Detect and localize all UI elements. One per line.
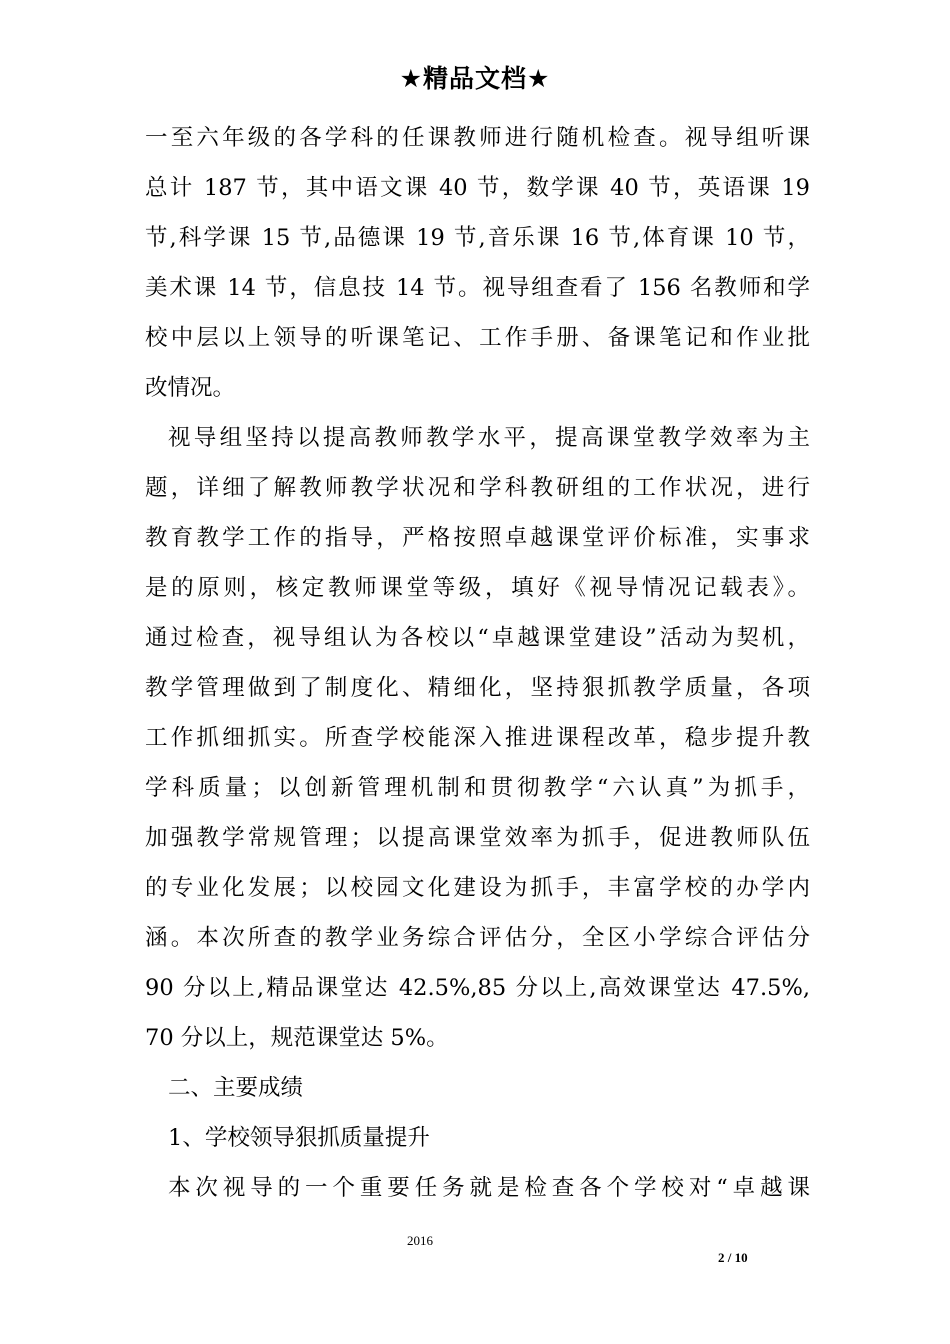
document-body — [145, 113, 810, 1213]
text-line: 节,科学课 15 节,品德课 19 节,音乐课 16 节,体育课 10 节， — [145, 225, 810, 251]
text-line: 通过检查，视导组认为各校以“卓越课堂建设”活动为契机， — [145, 625, 810, 651]
text-line: 1、学校领导狠抓质量提升 — [168, 1125, 430, 1151]
text-line: 校中层以上领导的听课笔记、工作手册、备课笔记和作业批 — [145, 325, 810, 351]
text-line: 涵。本次所查的教学业务综合评估分，全区小学综合评估分 — [145, 925, 810, 951]
text-line: 改情况。 — [145, 375, 236, 401]
text-line: 本次视导的一个重要任务就是检查各个学校对“卓越课 — [168, 1175, 810, 1201]
text-line: 题，详细了解教师教学状况和学科教研组的工作状况，进行 — [145, 475, 810, 501]
text-line: 教育教学工作的指导，严格按照卓越课堂评价标准，实事求 — [145, 525, 810, 551]
text-line: 总计 187 节，其中语文课 40 节，数学课 40 节，英语课 19 — [145, 175, 810, 201]
text-line: 的专业化发展；以校园文化建设为抓手，丰富学校的办学内 — [145, 875, 810, 901]
text-line: 教学管理做到了制度化、精细化，坚持狠抓教学质量，各项 — [145, 675, 810, 701]
text-line: 加强教学常规管理；以提高课堂效率为抓手，促进教师队伍 — [145, 825, 810, 851]
text-line: 二、主要成绩 — [168, 1075, 304, 1101]
text-line: 视导组坚持以提高教师教学水平，提高课堂教学效率为主 — [168, 425, 810, 451]
text-line: 美术课 14 节，信息技 14 节。视导组查看了 156 名教师和学 — [145, 275, 810, 301]
page-header-title: ★精品文档★ — [399, 64, 551, 93]
text-line: 是的原则，核定教师课堂等级，填好《视导情况记载表》。 — [145, 575, 810, 601]
text-line: 90 分以上,精品课堂达 42.5%,85 分以上,高效课堂达 47.5%, — [145, 975, 810, 1001]
text-line: 工作抓细抓实。所查学校能深入推进课程改革，稳步提升教 — [145, 725, 810, 751]
text-line: 70 分以上，规范课堂达 5%。 — [145, 1025, 449, 1051]
page-number: 2 / 10 — [718, 1250, 748, 1265]
footer-year: 2016 — [407, 1233, 433, 1248]
text-line: 学科质量；以创新管理机制和贯彻教学“六认真”为抓手， — [145, 775, 810, 801]
text-line: 一至六年级的各学科的任课教师进行随机检查。视导组听课 — [145, 125, 810, 151]
